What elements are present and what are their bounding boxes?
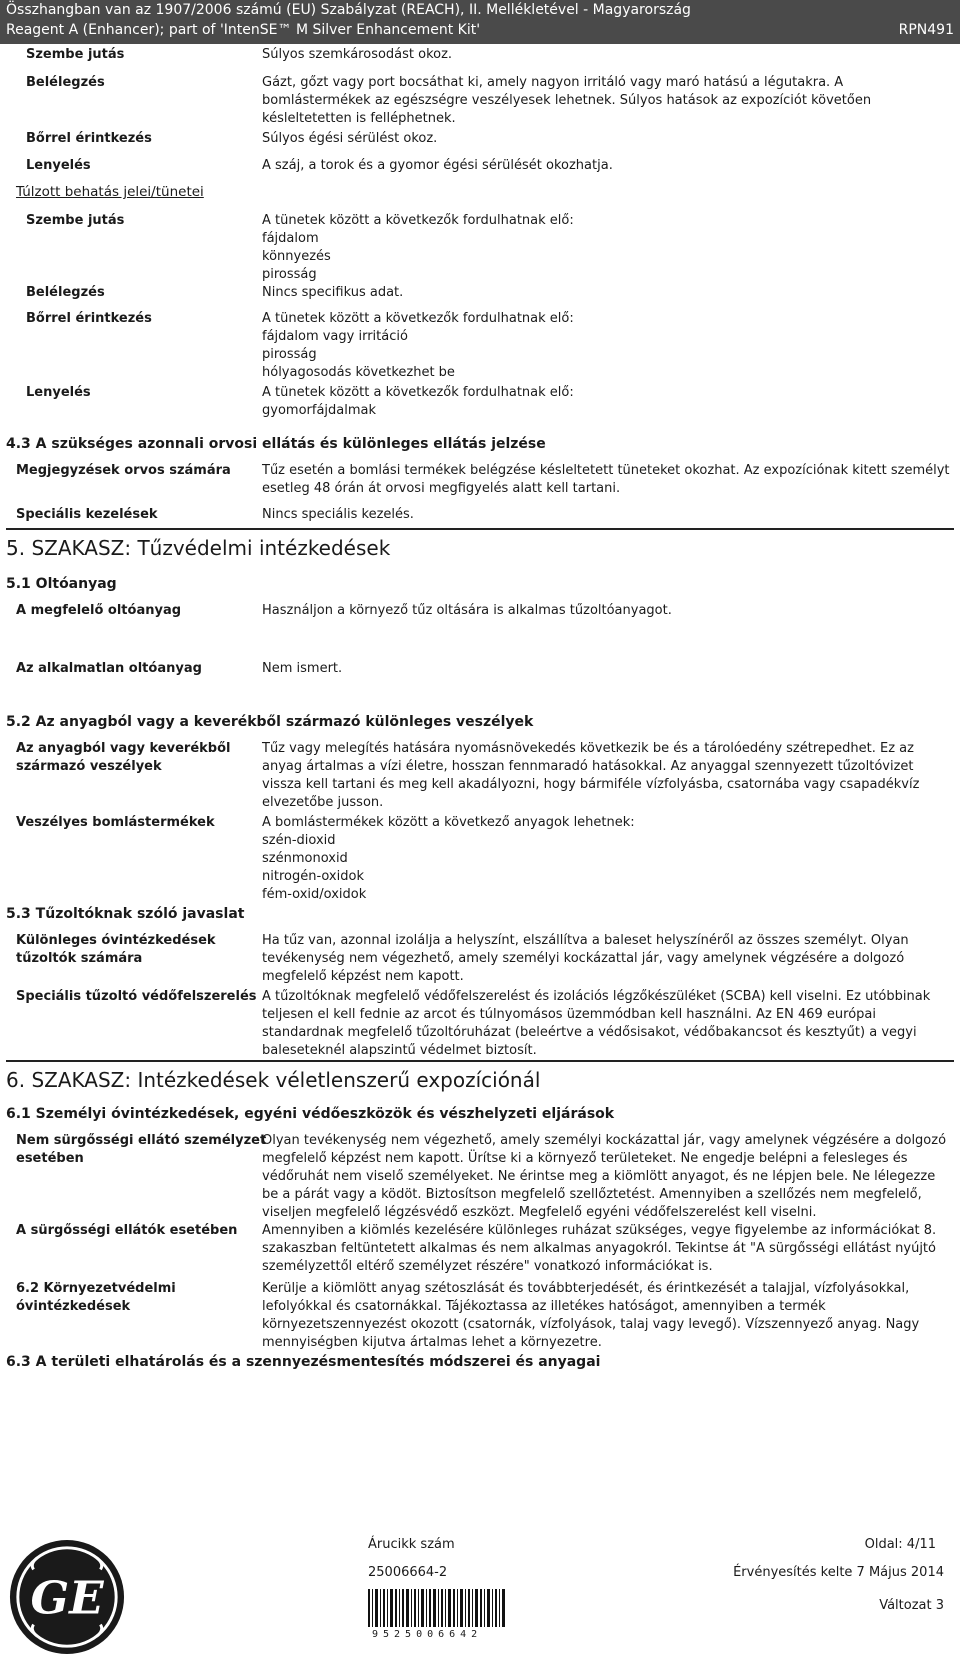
suitable-media-text: Használjon a környező tűz oltására is alkalmas tűzoltóanyagot.: [262, 603, 672, 618]
product-code: RPN491: [898, 22, 954, 38]
notes-physician-label: Megjegyzések orvos számára: [16, 463, 231, 478]
section-divider: [6, 1060, 954, 1062]
hazards-text: Tűz vagy melegítés hatására nyomásnövekedés következik be és a tárolóedény szétrepedhet. Ez az anyag ártalmas a vízi életre, hosszan fennmaradó hatásokkal. Az anyaggal szennyezett tűzoltóvizet vissza kell tartani és meg kell akadályozni, hogy bármiféle vízfolyásba, csatornába vagy csapadékvíz elvezetőbe jusson.: [262, 741, 920, 810]
oe-ingestion-label: Lenyelés: [26, 385, 91, 400]
ingestion-label: Lenyelés: [26, 158, 91, 173]
non-emergency-text: Olyan tevékenység nem végezhető, amely személyi kockázattal jár, vagy amelynek végzésére a dolgozó megfelelő képzést nem kapott. Ürítse ki a környező területeket. Ne engedje belépni a felesleges és védőruhát nem viselő személyeket. Ne érintse meg a kiömlött anyagot, és ne lépjen bele. Ne lélegezze be a párát vagy a ködöt. Biztosítson megfelelő szellőztetést. Amennyiben a szellőzés nem megfelelő, viseljen megfelelő légzésvédő eszközt. Megfelelő egyéni védőfelszerelést kell viselni.: [262, 1133, 947, 1220]
product-name-line: Reagent A (Enhancer); part of 'IntenSE™ M Silver Enhancement Kit': [6, 22, 481, 38]
decomposition-line: nitrogén-oxidok: [262, 869, 364, 884]
specific-treatments-label: Speciális kezelések: [16, 507, 158, 522]
firefighter-precautions-label-line: Különleges óvintézkedések: [16, 933, 216, 948]
item-number-label: Árucikk szám: [368, 1537, 455, 1552]
hazards-label: [16, 740, 230, 776]
version: Változat 3: [879, 1598, 944, 1613]
unsuitable-media-label: Az alkalmatlan oltóanyag: [16, 661, 202, 676]
oe-eye-line: könnyezés: [262, 249, 331, 264]
eye-contact-label: Szembe jutás: [26, 47, 125, 62]
decomposition-label: Veszélyes bomlástermékek: [16, 815, 215, 830]
document-header: [0, 0, 960, 44]
environmental-precautions-text: Kerülje a kiömlött anyag szétoszlását és továbbterjedését, és érintkezését a talajjal, vízfolyásokkal, lefolyókkal és csatornákkal. Tájékoztassa az illetékes hatóságot, amennyiben a termék környezetszennyezést okozott (csatornák, vízfolyások, talaj vagy levegő). Vízszennyező anyag. Nagy mennyiségben kijutva ártalmas lehet a környezetre.: [262, 1281, 920, 1350]
section-5-3-title: 5.3 Tűzoltóknak szóló javaslat: [6, 906, 245, 922]
barcode-digits: 9525006642: [372, 1629, 483, 1640]
section-5-2-title: 5.2 Az anyagból vagy a keverékből származó különleges veszélyek: [6, 714, 534, 730]
section-4-3-title: 4.3 A szükséges azonnali orvosi ellátás és különleges ellátás jelzése: [6, 436, 546, 452]
ge-logo-icon: [8, 1538, 126, 1656]
non-emergency-label: [16, 1132, 266, 1168]
logo-text: GE: [30, 1571, 104, 1625]
hazards-label-line: Az anyagból vagy keverékből: [16, 741, 231, 756]
section-divider: [6, 528, 954, 530]
emergency-responders-label: A sürgősségi ellátók esetében: [16, 1223, 238, 1238]
oe-skin-line: A tünetek között a következők fordulhatnak elő:: [262, 311, 574, 326]
environmental-precautions-label-line: óvintézkedések: [16, 1299, 131, 1314]
firefighter-precautions-label: [16, 932, 216, 968]
oe-skin-line: fájdalom vagy irritáció: [262, 329, 408, 344]
oe-eye-label: Szembe jutás: [26, 213, 125, 228]
barcode-icon: [368, 1589, 508, 1627]
decomposition-line: szén-dioxid: [262, 833, 336, 848]
decomposition-text: [262, 814, 952, 904]
oe-skin-label: Bőrrel érintkezés: [26, 311, 152, 326]
environmental-precautions-label: [16, 1280, 176, 1316]
oe-inhalation-text: Nincs specifikus adat.: [262, 285, 404, 300]
hazards-label-line: származó veszélyek: [16, 759, 162, 774]
suitable-media-label: A megfelelő oltóanyag: [16, 603, 182, 618]
skin-contact-text: Súlyos égési sérülést okoz.: [262, 131, 438, 146]
oe-skin-text: [262, 310, 952, 382]
firefighter-precautions-text: Ha tűz van, azonnal izolálja a helyszínt, elszállítva a baleset helyszínéről az összes személyt. Olyan tevékenység nem végezhető, amely személyi kockázattal jár, vagy amelynek végzésére a dolgozó megfelelő képzést nem kapott.: [262, 933, 909, 984]
page-number: Oldal: 4/11: [864, 1537, 936, 1552]
skin-contact-label: Bőrrel érintkezés: [26, 131, 152, 146]
oe-eye-line: pirosság: [262, 267, 317, 282]
eye-contact-text: Súlyos szemkárosodást okoz.: [262, 47, 453, 62]
section-5-1-title: 5.1 Oltóanyag: [6, 576, 117, 592]
decomposition-line: szénmonoxid: [262, 851, 348, 866]
firefighter-ppe-label: Speciális tűzoltó védőfelszerelés: [16, 989, 257, 1004]
oe-ingestion-text: [262, 384, 952, 420]
section-6-title: 6. SZAKASZ: Intézkedések véletlenszerű expozíciónál: [6, 1068, 541, 1092]
oe-ingestion-line: A tünetek között a következők fordulhatnak elő:: [262, 385, 574, 400]
section-5-title: 5. SZAKASZ: Tűzvédelmi intézkedések: [6, 536, 391, 560]
unsuitable-media-text: Nem ismert.: [262, 661, 343, 676]
notes-physician-text: Tűz esetén a bomlási termékek belégzése késleltetett tüneteket okozhat. Az expozíciónak kitett személyt esetleg 48 órán át orvosi megfigyelés alatt kell tartani.: [262, 463, 950, 496]
inhalation-label: Belélegzés: [26, 75, 105, 90]
section-6-3-title: 6.3 A területi elhatárolás és a szennyezésmentesítés módszerei és anyagai: [6, 1354, 601, 1370]
oe-inhalation-label: Belélegzés: [26, 285, 105, 300]
non-emergency-label-line: esetében: [16, 1151, 84, 1166]
overexposure-title: Túlzott behatás jelei/tünetei: [16, 184, 204, 200]
validation-date: Érvényesítés kelte 7 Május 2014: [733, 1565, 944, 1580]
oe-eye-text: [262, 212, 952, 284]
emergency-responders-text: Amennyiben a kiömlés kezelésére különleges ruházat szükséges, vegye figyelembe az információkat 8. szakaszban feltüntetett alkalmas és nem alkalmas anyagokról. Tekintse át "A sürgősségi ellátást nyújtó személyzettől eltérő személyzet részére" vonatkozó információkat is.: [262, 1223, 937, 1274]
inhalation-text: Gázt, gőzt vagy port bocsáthat ki, amely nagyon irritáló vagy maró hatású a légutakra. A bomlástermékek az egészségre veszélyesek lehetnek. Súlyos hatások az expozíciót követően késleltetetten is felléphetnek.: [262, 75, 872, 126]
firefighter-precautions-label-line: tűzoltók számára: [16, 951, 143, 966]
oe-skin-line: pirosság: [262, 347, 317, 362]
firefighter-ppe-text: A tűzoltóknak megfelelő védőfelszerelést és izolációs légzőkészüléket (SCBA) kell viselni. Ez utóbbinak teljesen el kell fednie az arcot és túlnyomásos üzemmódban kell használni. Az EN 469 európai standardnak megfelelő tűzoltóruházat (beleértve a védősisakot, védőbakancsot és kesztyűt) a vegyi baleseteknél alapszintű védelmet biztosít.: [262, 989, 931, 1058]
oe-eye-line: A tünetek között a következők fordulhatnak elő:: [262, 213, 574, 228]
oe-ingestion-line: gyomorfájdalmak: [262, 403, 377, 418]
item-number: 25006664-2: [368, 1565, 448, 1580]
oe-eye-line: fájdalom: [262, 231, 319, 246]
decomposition-line: fém-oxid/oxidok: [262, 887, 367, 902]
section-6-1-title: 6.1 Személyi óvintézkedések, egyéni védőeszközök és vészhelyzeti eljárások: [6, 1106, 615, 1122]
oe-skin-line: hólyagosodás következhet be: [262, 365, 455, 380]
ingestion-text: A száj, a torok és a gyomor égési sérülését okozhatja.: [262, 158, 613, 173]
non-emergency-label-line: Nem sürgősségi ellátó személyzet: [16, 1133, 267, 1148]
specific-treatments-text: Nincs speciális kezelés.: [262, 507, 414, 522]
decomposition-line: A bomlástermékek között a következő anyagok lehetnek:: [262, 815, 635, 830]
environmental-precautions-label-line: 6.2 Környezetvédelmi: [16, 1281, 176, 1296]
regulation-line: Összhangban van az 1907/2006 számú (EU) Szabályzat (REACH), II. Mellékletével - Magyarország: [6, 2, 691, 18]
